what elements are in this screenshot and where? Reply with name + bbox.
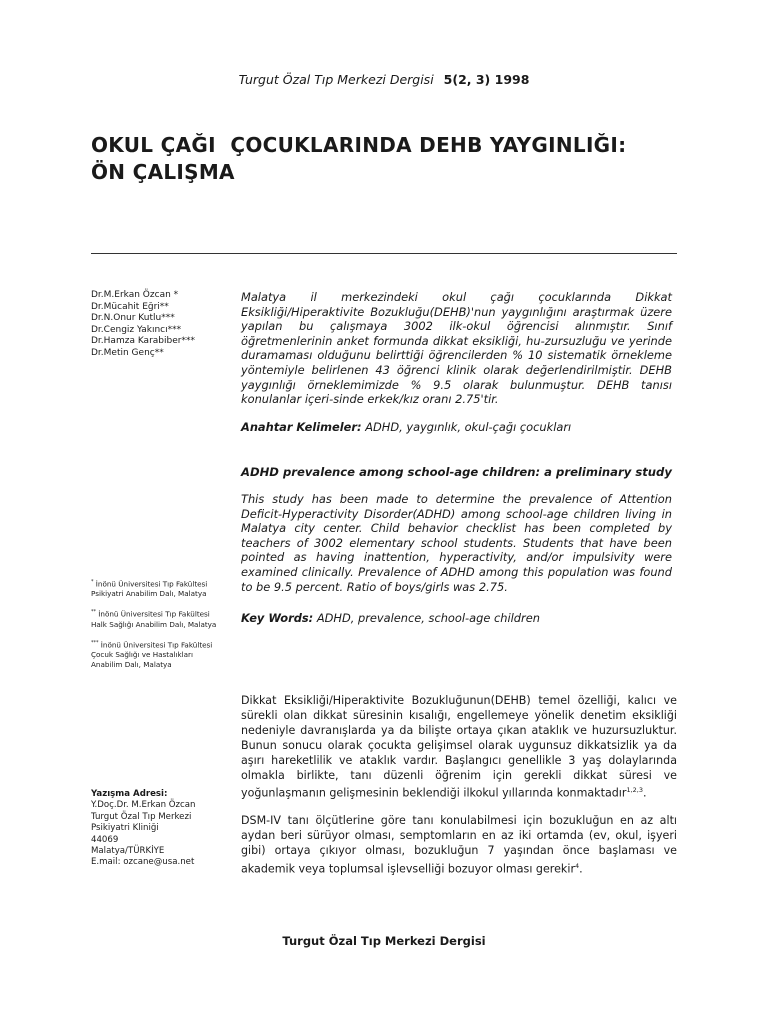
author: Dr.M.Erkan Özcan * (91, 290, 179, 300)
journal-header (0, 72, 768, 87)
author-list (91, 290, 195, 360)
affiliation-text: İnönü Üniversitesi Tıp Fakültesi Halk Sağlığı Anabilim Dalı, Malatya (91, 609, 217, 629)
author: Dr.Metin Genç** (91, 347, 164, 358)
correspondence-line: 44069 (91, 834, 119, 845)
author: Dr.N.Onur Kutlu*** (91, 313, 175, 324)
title-line-2: ÖN ÇALIŞMA (91, 160, 235, 184)
affiliation (91, 607, 221, 629)
affiliation-mark: * (91, 579, 94, 585)
affiliation (91, 638, 221, 670)
correspondence-line: Turgut Özal Tıp Merkezi (91, 811, 192, 822)
affiliation-text: İnönü Üniversitesi Tıp Fakültesi Psikiyatri Anabilim Dalı, Malatya (91, 579, 208, 599)
affiliation (91, 577, 221, 599)
affiliation-mark: *** (91, 639, 99, 646)
citation-ref: 4 (575, 861, 580, 870)
paragraph-text: DSM-IV tanı ölçütlerine göre tanı konulabilmesi için bozukluğun en az altı aydan beri sürüyor olması, semptomların en az iki ortamda (ev, okul, işyeri gibi) ortaya çıkıyor olması, bozukluğun 7 yaşından önce başlaması ve akademik veya toplumsal işlevselliği bozuyor olması gerekir (241, 814, 677, 876)
paragraph-end: . (642, 787, 647, 801)
correspondence-line: Y.Doç.Dr. M.Erkan Özcan (91, 800, 196, 811)
author: Dr.Hamza Karabiber*** (91, 336, 195, 347)
keywords-label: Key Words: (241, 611, 314, 625)
correspondence-email: E.mail: ozcane@usa.net (91, 857, 195, 868)
article-title (91, 132, 691, 186)
keywords-label: Anahtar Kelimeler: (241, 420, 362, 434)
keywords-text: ADHD, yaygınlık, okul-çağı çocukları (365, 420, 572, 434)
correspondence-title: Yazışma Adresi: (91, 789, 168, 799)
title-divider (91, 253, 677, 254)
affiliation-mark: ** (91, 609, 96, 616)
author: Dr.Mücahit Eğri** (91, 301, 169, 312)
title-line-1: OKUL ÇAĞI ÇOCUKLARINDA DEHB YAYGINLIĞI: (91, 133, 627, 157)
paragraph-end: . (579, 862, 583, 876)
paragraph-text: Dikkat Eksikliği/Hiperaktivite Bozukluğunun(DEHB) temel özelliği, kalıcı ve sürekli olan dikkat süresinin kısalığı, engellemeye yönelik denetim eksikliği nedeniyle davranışlarda ya da bilişte ortaya çıkan ataklık ve huzursuzluktur. Bunun sonucu olarak çocukta gelişimsel olarak uygunsuz dikkatsizlik ya da aşırı hareketlilik ve ataklık vardır. Başlangıcı genellikle 3 yaş dolaylarında olmakla birlikte, tanı düzenli öğrenim için gerekli dikkat süresi ve yoğunlaşmanın gelişmesinin beklendiği ilkokul yıllarında konmaktadır (241, 694, 677, 801)
abstract-english: This study has been made to determine the prevalence of Attention Deficit-Hyperactivity Disorder(ADHD) among school-age children living in Malatya city center. Child behavior checklist has been completed by teachers of 3002 elementary school students. Students that have been pointed as having inattention, hyperactivity, and/or impulsivity were examined clinically. Prevalence of ADHD among this population was found to be 9.5 percent. Ratio of boys/girls was 2.75. (241, 492, 672, 594)
journal-volume: 5(2, 3) 1998 (443, 72, 530, 87)
keywords-text: ADHD, prevalence, school-age children (316, 611, 540, 625)
correspondence-line: Psikiyatri Kliniği (91, 823, 159, 834)
body-paragraph-1 (241, 694, 677, 802)
keywords-english (241, 611, 672, 626)
author: Dr.Cengiz Yakıncı*** (91, 324, 182, 335)
keywords-turkish (241, 420, 672, 435)
abstract-turkish: Malatya il merkezindeki okul çağı çocuklarında Dikkat Eksikliği/Hiperaktivite Bozukluğu(DEHB)'nun yaygınlığını araştırmak üzere yapılan bu çalışmaya 3002 ilk-okul öğrencisi alınmıştır. Sınıf öğretmenlerinin anket formunda dikkat eksikliği, hu-zursuzluğu ve yerinde duramaması olduğunu belirttiği öğrencilerden % 10 sistematik örnekleme yöntemiyle belirlenen 43 öğrenci klinik olarak değerlendirilmiştir. DEHB yaygınlığı örneklemimizde % 9.5 olarak bulunmuştur. DEHB tanısı konulanlar içeri-sinde erkek/kız oranı 2.75'tir. (241, 290, 672, 407)
journal-name: Turgut Özal Tıp Merkezi Dergisi (238, 72, 434, 87)
affiliation-list (91, 577, 221, 678)
affiliation-text: İnönü Üniversitesi Tıp Fakültesi Çocuk Sağlığı ve Hastalıkları Anabilim Dalı, Malatya (91, 640, 213, 670)
correspondence-address (91, 789, 196, 869)
correspondence-line: Malatya/TÜRKİYE (91, 846, 165, 857)
body-paragraph-2 (241, 814, 677, 877)
english-title: ADHD prevalence among school-age children: a preliminary study (241, 465, 672, 479)
page-footer: Turgut Özal Tıp Merkezi Dergisi (282, 934, 486, 948)
citation-ref: 1,2,3 (626, 786, 643, 795)
